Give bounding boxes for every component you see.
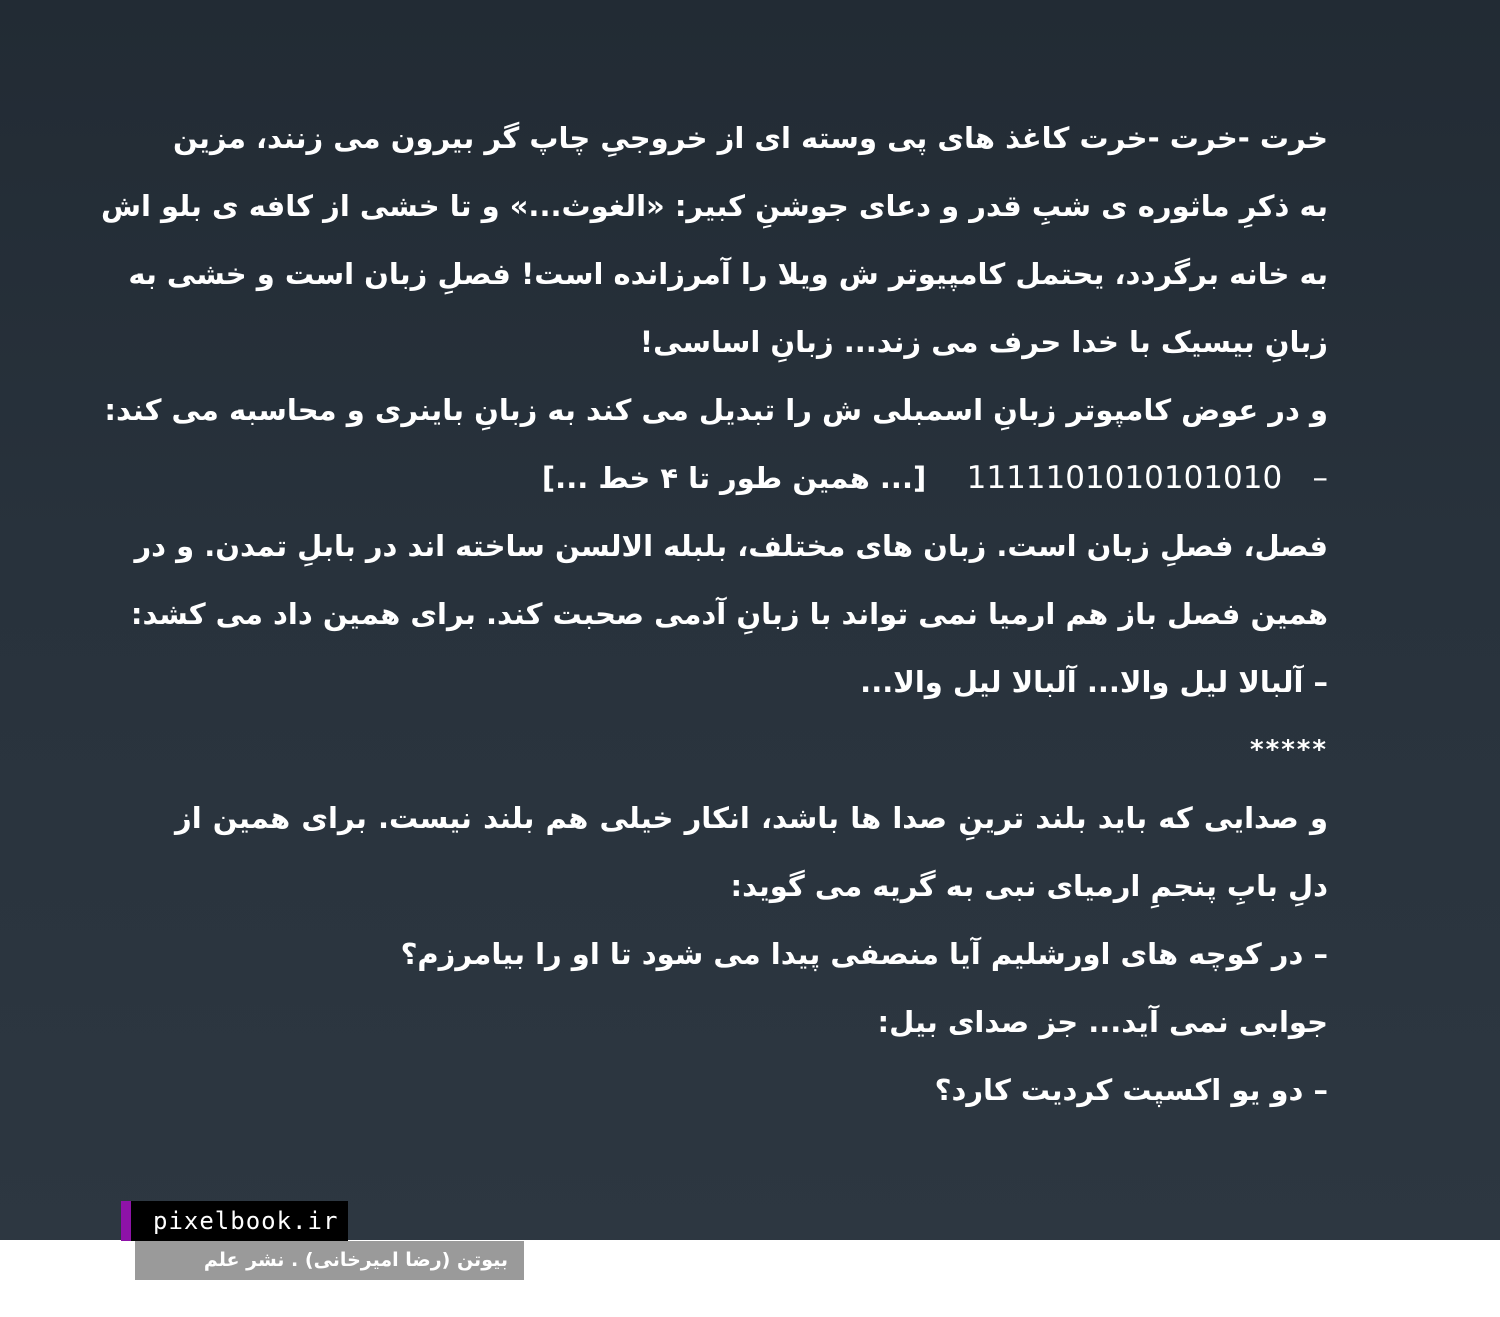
binary-output-line xyxy=(175,444,1328,512)
passage-line-14: جوابی نمی آید... جز صدای بیل: xyxy=(877,1005,1328,1039)
passage-line-7: فصل، فصلِ زبان است. زبان های مختلف، بلبله الالسن ساخته اند در بابلِ تمدن. و در xyxy=(134,529,1328,563)
section-separator: ***** xyxy=(1250,735,1328,765)
passage-line-4: زبانِ بیسیک با خدا حرف می زند... زبانِ اساسی! xyxy=(639,325,1328,359)
passage-line-3: به خانه برگردد، یحتمل کامپیوتر ش ویلا را آمرزانده است! فصلِ زبان است و خشی به xyxy=(128,257,1328,291)
binary-number: 1111101010101010 xyxy=(966,460,1283,496)
passage xyxy=(100,104,1328,1124)
binary-note: [... همین طور تا ۴ خط ...] xyxy=(541,461,927,495)
book-credit: بیوتن (رضا امیرخانی) . نشر علم xyxy=(135,1241,524,1280)
passage-line-9: – آلبالا لیل والا... آلبالا لیل والا... xyxy=(860,665,1328,699)
passage-line-15: – دو یو اکسپت کردیت کارد؟ xyxy=(934,1073,1328,1107)
passage-line-13: – در کوچه های اورشلیم آیا منصفی پیدا می شود تا او را بیامرزم؟ xyxy=(400,937,1328,971)
passage-line-12: دلِ بابِ پنجمِ ارمیای نبی به گریه می گوید: xyxy=(730,869,1328,903)
passage-line-11: و صدایی که باید بلند ترینِ صدا ها باشد، انکار خیلی هم بلند نیست. برای همین از xyxy=(175,801,1328,835)
passage-line-1: خرت -خرت -خرت کاغذ های پی وسته ای از خروجیِ چاپ گر بیرون می زنند، مزین xyxy=(172,121,1328,155)
passage-line-8: همین فصل باز هم ارمیا نمی تواند با زبانِ آدمی صحبت کند. برای همین داد می کشد: xyxy=(130,597,1328,631)
passage-line-2: به ذکرِ ماثوره ی شبِ قدر و دعای جوشنِ کبیر: «الغوث...» و تا خشی از کافه ی بلو اش xyxy=(100,189,1328,223)
site-name[interactable]: pixelbook.ir xyxy=(153,1207,339,1235)
passage-line-5: و در عوض کامپوتر زبانِ اسمبلی ش را تبدیل می کند به زبانِ باینری و محاسبه می کند: xyxy=(104,393,1328,427)
site-badge-accent xyxy=(121,1201,131,1241)
site-badge[interactable] xyxy=(121,1201,348,1241)
binary-dash: – xyxy=(1312,460,1328,496)
